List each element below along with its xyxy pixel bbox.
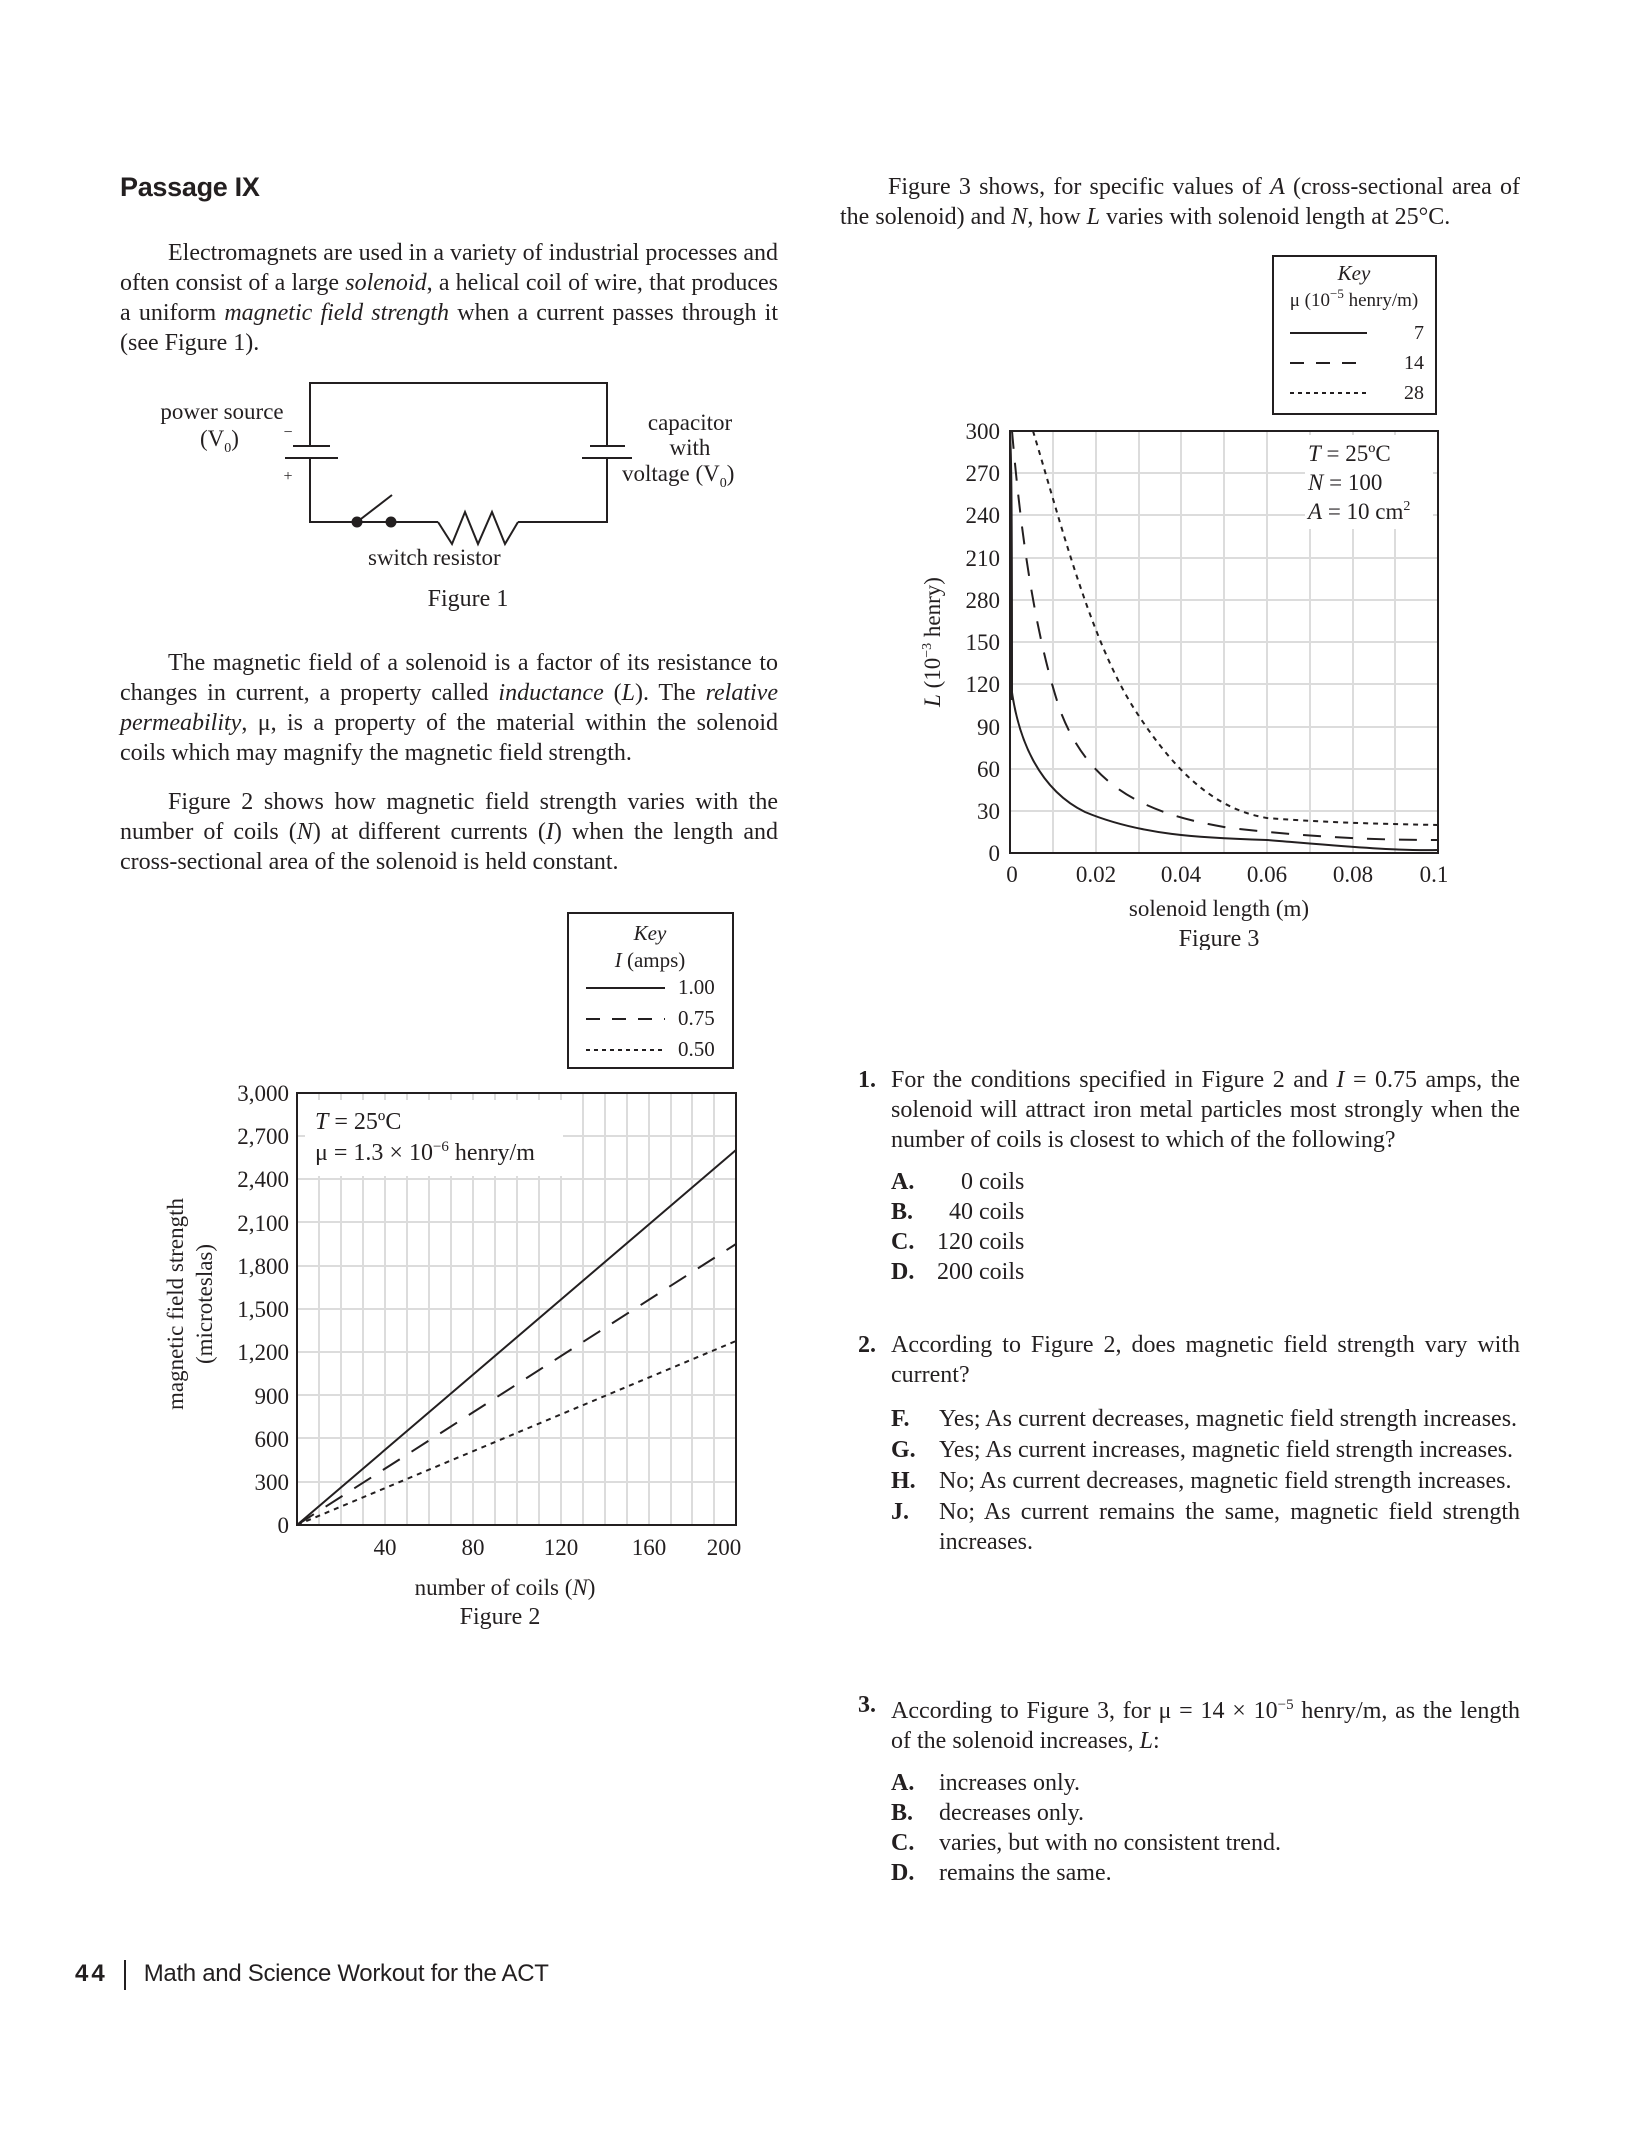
- text-run: , a helical coil of wire, that produces a uniform: [120, 270, 778, 326]
- svg-text:2,700: 2,700: [237, 1124, 289, 1149]
- switch-terminal: [386, 517, 397, 528]
- question-number: 2.: [858, 1332, 876, 1358]
- svg-text:300: 300: [965, 419, 1000, 444]
- text-run: ). The: [634, 680, 706, 706]
- question-number: 3.: [858, 1692, 876, 1718]
- intro-paragraph: [120, 238, 778, 358]
- question-stem: According to Figure 3, for $\mu = 14 \times 10^{-5}$ henry/m, as the length of the solenoid increases, L:: [891, 1697, 1521, 1754]
- text-run: ) when the length and cross-sectional area of the solenoid is held constant.: [120, 819, 778, 875]
- power-source-symbol: $(V_0)$: [200, 426, 239, 456]
- text-run: ) at different currents (: [312, 819, 546, 845]
- figure1-caption: Figure 1: [427, 586, 509, 612]
- svg-text:0: 0: [988, 841, 1000, 866]
- inductance-paragraph: [120, 648, 778, 768]
- svg-text:1,200: 1,200: [237, 1340, 289, 1365]
- answer-option-B[interactable]: B. 40 coils: [891, 1199, 1025, 1225]
- svg-text:3,000: 3,000: [237, 1081, 289, 1106]
- page-number: 44: [75, 1960, 108, 1987]
- power-source-label: power source: [160, 399, 284, 424]
- figure2-x-tick-labels: [374, 1535, 742, 1560]
- switch-label: switch: [368, 545, 429, 570]
- svg-text:150: 150: [965, 630, 1000, 655]
- svg-text:(microteslas): (microteslas): [192, 1243, 217, 1365]
- question-stem: According to Figure 2, does magnetic field strength vary with current?: [891, 1332, 1520, 1388]
- svg-text:0.08: 0.08: [1332, 862, 1374, 887]
- figure3-x-axis-label: solenoid length (m): [1128, 896, 1310, 921]
- figure1-circuit-diagram: [140, 370, 780, 620]
- passage-title: Passage IX: [120, 172, 260, 202]
- svg-text:120: 120: [965, 672, 1000, 697]
- svg-text:0: 0: [1006, 862, 1018, 887]
- capacitor-voltage-label: voltage $(V_0)$: [622, 461, 735, 491]
- legend-title: Key: [633, 921, 667, 945]
- svg-text:60: 60: [977, 757, 1000, 782]
- figure3-annotation-temperature: T = 25ºC: [1308, 441, 1391, 466]
- var-N: N: [1011, 204, 1028, 230]
- answer-option-A[interactable]: A. increases only.: [891, 1770, 1081, 1796]
- question-1: [858, 1065, 1520, 1287]
- var-I: I: [545, 819, 554, 845]
- svg-text:0.02: 0.02: [1075, 862, 1117, 887]
- legend-item-28: 28: [1404, 382, 1424, 404]
- svg-text:280: 280: [965, 588, 1000, 613]
- figure2-chart: [150, 890, 770, 1610]
- text-run: Electromagnets are used in a variety of industrial processes and often consist of a large: [120, 240, 778, 296]
- answer-option-C[interactable]: C. varies, but with no consistent trend.: [891, 1830, 1281, 1856]
- legend-subtitle: μ ($10^{-5}$ henry/m): [1289, 286, 1419, 311]
- figure2-annotation-permeability: $\mu = 1.3 \times 10^{-6}$ henry/m: [315, 1139, 535, 1166]
- figure2-y-axis-label: [163, 1197, 217, 1410]
- legend-item-7: 7: [1414, 322, 1424, 344]
- legend-item-0.50: 0.50: [678, 1037, 715, 1061]
- figure3-caption: Figure 3: [1178, 926, 1260, 950]
- figure2-description-paragraph: [120, 787, 778, 877]
- figure2-x-axis-label: number of coils (N): [414, 1575, 596, 1600]
- resistor-label: resistor: [433, 545, 501, 570]
- figure3-x-tick-labels: [1006, 862, 1448, 887]
- question-3: [858, 1690, 1520, 1888]
- figure3-annotation-coils: N = 100: [1308, 470, 1383, 495]
- figure2-annotation-temperature: T = 25ºC: [315, 1109, 402, 1135]
- capacitor-label-with: with: [669, 435, 711, 460]
- text-run: (cross-sectional area of the solenoid) and: [840, 174, 1520, 230]
- svg-text:1,800: 1,800: [237, 1254, 289, 1279]
- term-inductance: inductance: [498, 680, 604, 706]
- var-N: N: [296, 819, 313, 845]
- figure2-y-tick-labels: [237, 1081, 289, 1538]
- figure2-caption: Figure 2: [459, 1604, 541, 1630]
- text-run: , μ, is a property of the material within the solenoid coils which may magnify the magnetic field strength.: [120, 710, 778, 766]
- answer-option-B[interactable]: B. decreases only.: [891, 1800, 1085, 1826]
- answer-option-D[interactable]: D. 200 coils: [891, 1259, 1025, 1285]
- text-run: , how: [1027, 204, 1087, 230]
- svg-text:2,100: 2,100: [237, 1211, 289, 1236]
- svg-text:0.06: 0.06: [1246, 862, 1288, 887]
- text-run: Figure 3 shows, for specific values of: [888, 174, 1271, 200]
- svg-text:200: 200: [706, 1535, 742, 1560]
- var-A: A: [1270, 174, 1285, 200]
- answer-option-F[interactable]: F. Yes; As current decreases, magnetic field strength increases.: [891, 1406, 1518, 1432]
- text-run: (: [603, 680, 622, 706]
- svg-text:210: 210: [965, 546, 1000, 571]
- text-run: when a current passes through it (see Figure 1).: [120, 300, 778, 356]
- text-run: The magnetic field of a solenoid is a factor of its resistance to changes in current, a property called: [120, 650, 778, 706]
- svg-text:magnetic field strength: magnetic field strength: [163, 1197, 188, 1411]
- answer-option-H[interactable]: H. No; As current decreases, magnetic field strength increases.: [891, 1468, 1512, 1494]
- plus-sign: +: [283, 468, 293, 485]
- svg-text:160: 160: [631, 1535, 667, 1560]
- legend-subtitle: I (amps): [614, 948, 686, 972]
- question-stem: For the conditions specified in Figure 2 and I = 0.75 amps, the solenoid will attract iron metal particles most strongly when the number of coils is closest to which of the following?: [891, 1067, 1521, 1153]
- svg-text:0: 0: [277, 1513, 289, 1538]
- book-title: Math and Science Workout for the ACT: [143, 1960, 549, 1987]
- svg-text:30: 30: [977, 799, 1000, 824]
- answer-option-C[interactable]: C. 120 coils: [891, 1229, 1025, 1255]
- figure3-description-paragraph: [840, 172, 1520, 232]
- figure3-legend: [1273, 256, 1436, 414]
- answer-option-A[interactable]: A. 0 coils: [891, 1169, 1025, 1195]
- switch-terminal: [352, 517, 363, 528]
- term-magnetic-field-strength: magnetic field strength: [224, 300, 450, 326]
- answer-option-G[interactable]: G. Yes; As current increases, magnetic field strength increases.: [891, 1437, 1514, 1463]
- svg-text:80: 80: [461, 1535, 485, 1560]
- svg-text:240: 240: [965, 503, 1000, 528]
- svg-text:900: 900: [254, 1384, 289, 1409]
- answer-option-D[interactable]: D. remains the same.: [891, 1860, 1112, 1886]
- figure3-annotation-area: A = 10 $cm^2$: [1308, 499, 1411, 524]
- legend-item-14: 14: [1404, 352, 1424, 374]
- svg-text:300: 300: [254, 1470, 289, 1495]
- figure3-chart: [900, 250, 1460, 950]
- page-footer: [75, 1960, 549, 1990]
- svg-text:0.04: 0.04: [1160, 862, 1202, 887]
- legend-item-0.75: 0.75: [678, 1006, 715, 1030]
- legend-item-1.00: 1.00: [678, 975, 715, 999]
- footer-divider: [124, 1960, 126, 1990]
- figure2-legend: [568, 913, 733, 1068]
- question-number: 1.: [858, 1067, 876, 1093]
- svg-text:270: 270: [965, 461, 1000, 486]
- svg-text:2,400: 2,400: [237, 1167, 289, 1192]
- var-L: L: [1086, 204, 1101, 230]
- term-relative-permeability: relative permeability: [120, 680, 778, 736]
- capacitor-label: capacitor: [647, 410, 733, 435]
- term-solenoid: solenoid: [345, 270, 427, 296]
- text-run: Figure 2 shows how magnetic field strength varies with the number of coils (: [120, 789, 778, 845]
- figure3-y-tick-labels: [966, 419, 1001, 866]
- minus-sign: −: [283, 424, 293, 441]
- var-L: L: [621, 680, 635, 706]
- question-2: [858, 1330, 1520, 1557]
- answer-option-J[interactable]: J. No; As current remains the same, magnetic field strength increases.: [891, 1499, 1520, 1555]
- text-run: varies with solenoid length at 25°C.: [1100, 204, 1451, 230]
- figure3-y-axis-label: L ($10^{-3}$ henry): [920, 577, 945, 707]
- svg-text:1,500: 1,500: [237, 1297, 289, 1322]
- svg-text:90: 90: [977, 715, 1000, 740]
- legend-title: Key: [1337, 261, 1371, 285]
- svg-text:40: 40: [373, 1535, 397, 1560]
- svg-text:0.1: 0.1: [1419, 862, 1449, 887]
- svg-text:600: 600: [254, 1427, 289, 1452]
- svg-text:120: 120: [543, 1535, 579, 1560]
